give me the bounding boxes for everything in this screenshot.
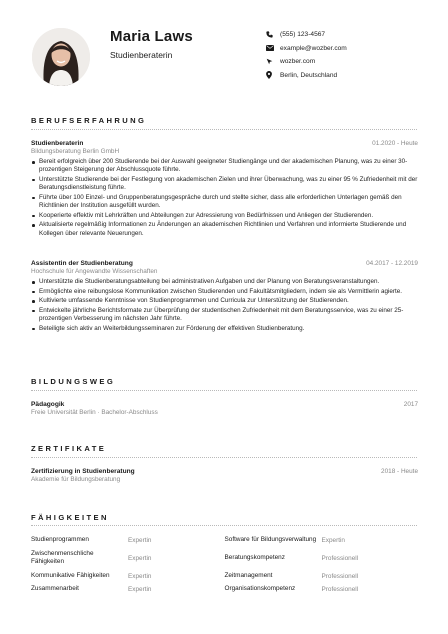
skill-level: Professionell: [321, 572, 359, 580]
skill-level: Expertin: [128, 572, 152, 580]
bullet-item: Beteiligte sich aktiv an Weiterbildungsseminaren zur Förderung der effektiven Studienberatung.: [31, 325, 418, 333]
section-title-experience: BERUFSERFAHRUNG: [31, 116, 147, 125]
skill-name: Software für Bildungsverwaltung: [224, 536, 317, 543]
skill-level: Expertin: [128, 585, 152, 593]
section-title-education: BILDUNGSWEG: [31, 377, 116, 386]
link-icon: [266, 57, 280, 67]
certificate-issuer: Akademie für Bildungsberatung: [31, 476, 121, 483]
skill-name: Zwischenmenschliche Fähigkeiten: [31, 550, 94, 565]
skill-name: Beratungskompetenz: [224, 554, 285, 561]
skill-item: [31, 584, 225, 594]
contact-location: Berlin, Deutschland: [266, 69, 347, 83]
skill-level: Expertin: [128, 554, 152, 562]
job-title: Studienberaterin: [31, 140, 84, 147]
bullet-item: Aktualisierte regelmäßig Informationen zu Änderungen an akademischen Richtlinien und Verfahren und informierte Studierende und Kollegen über relevante Neuerungen.: [31, 221, 418, 238]
envelope-icon: [266, 43, 280, 53]
skill-item: [225, 550, 419, 566]
education-date: 2017: [403, 401, 418, 408]
contact-phone: (555) 123-4567: [266, 28, 347, 42]
experience-entry: [31, 140, 418, 239]
section-divider: [31, 457, 417, 458]
skill-item: [31, 535, 225, 545]
bullet-item: Entwickelte jährliche Berichtsformate zur Überprüfung der studentischen Zufriedenheit mit dem Beratungsservice, was zu einer 25-prozentigen Verbesserung im nächsten Jahr führte.: [31, 307, 418, 324]
skill-level: Expertin: [321, 536, 345, 544]
section-divider: [31, 390, 417, 391]
skill-row: [31, 535, 418, 545]
job-organization: Bildungsberatung Berlin GmbH: [31, 148, 120, 155]
section-title-certificates: ZERTIFIKATE: [31, 444, 107, 453]
certificate-date: 2018 - Heute: [381, 468, 418, 475]
bullet-item: Ermöglichte eine reibungslose Kommunikation zwischen Studierenden und Fakultätsmitgliedern, indem sie als Vermittlerin agierte.: [31, 288, 418, 296]
certificate-title: Zertifizierung in Studienberatung: [31, 468, 135, 475]
skill-name: Kommunikative Fähigkeiten: [31, 572, 110, 579]
section-title-skills: FÄHIGKEITEN: [31, 513, 109, 522]
education-institution: Freie Universität Berlin · Bachelor-Abschluss: [31, 409, 158, 416]
skill-name: Zeitmanagement: [224, 572, 273, 579]
contact-website[interactable]: wozber.com: [266, 55, 347, 69]
skill-level: Professionell: [321, 554, 359, 562]
skill-item: [225, 584, 419, 594]
bullet-item: Unterstützte Studierende bei der Festlegung von akademischen Zielen und ihrer Überwachung, was zu einer 95 % Zufriedenheit mit der Beratungsdienstleistung führte.: [31, 176, 418, 193]
bullet-item: Kultivierte umfassende Kenntnisse von Studienprogrammen und Curricula zur Unterstützung der Studierenden.: [31, 297, 418, 305]
certificate-entry: [31, 468, 418, 483]
contact-email[interactable]: example@wozber.com: [266, 42, 347, 56]
skill-name: Zusammenarbeit: [31, 585, 79, 592]
skill-item: [225, 535, 419, 545]
bullet-item: Kooperierte effektiv mit Lehrkräften und Abteilungen zur Adressierung von Bedürfnissen und Anliegen der Studierenden.: [31, 212, 418, 220]
skill-level: Expertin: [128, 536, 152, 544]
candidate-name: Maria Laws: [110, 28, 193, 45]
skill-item: [31, 550, 225, 566]
skill-level: Professionell: [321, 585, 359, 593]
skill-row: [31, 584, 418, 594]
bullet-item: Unterstützte die Studienberatungsabteilung bei administrativen Aufgaben und der Planung von Beratungsveranstaltungen.: [31, 278, 418, 286]
degree-title: Pädagogik: [31, 401, 65, 408]
experience-entry: [31, 260, 418, 334]
job-title: Assistentin der Studienberatung: [31, 260, 133, 267]
skill-name: Studienprogrammen: [31, 536, 89, 543]
job-date: 04.2017 - 12.2019: [366, 260, 418, 267]
education-entry: [31, 401, 418, 416]
candidate-role: Studienberaterin: [110, 50, 173, 60]
bullet-item: Führte über 100 Einzel- und Gruppenberatungsgespräche durch und stellte sicher, dass alle erforderlichen Unterlagen gemäß den Richtlinien der Institution ausgefüllt wurden.: [31, 194, 418, 211]
skill-item: [31, 571, 225, 581]
job-bullets: [31, 278, 418, 333]
job-date: 01.2020 - Heute: [372, 140, 418, 147]
job-bullets: [31, 158, 418, 238]
section-divider: [31, 129, 417, 130]
profile-photo: [32, 28, 90, 86]
section-divider: [31, 525, 417, 526]
phone-icon: [266, 30, 280, 40]
job-organization: Hochschule für Angewandte Wissenschaften: [31, 268, 158, 275]
map-pin-icon: [266, 70, 280, 80]
skill-name: Organisationskompetenz: [224, 585, 296, 592]
avatar: [32, 28, 90, 86]
contact-block: [266, 28, 347, 82]
skill-row: [31, 550, 418, 566]
skill-row: [31, 571, 418, 581]
skill-item: [225, 571, 419, 581]
bullet-item: Bereit erfolgreich über 200 Studierende bei der Auswahl geeigneter Studiengänge und der akademischen Planung, was zu einer 30-prozentigen Steigerung der Abschlussquote führte.: [31, 158, 418, 175]
